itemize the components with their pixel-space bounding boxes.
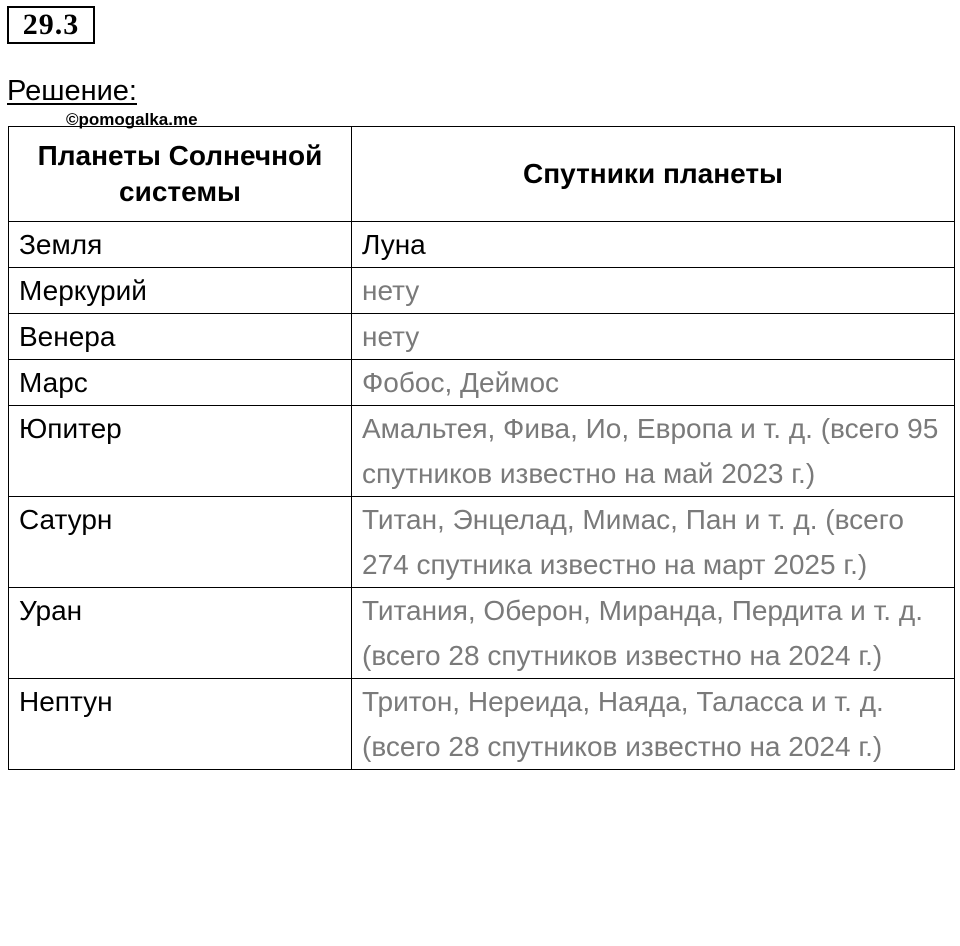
- table-row: [9, 314, 955, 360]
- planets-table: [8, 126, 955, 770]
- table-row: [9, 360, 955, 406]
- planet-name: Сатурн: [9, 497, 352, 588]
- solution-label: Решение:: [7, 75, 137, 107]
- table-row: [9, 222, 955, 268]
- planet-moons: Амальтея, Фива, Ио, Европа и т. д. (всего 95 спутников известно на май 2023 г.): [352, 406, 955, 497]
- planet-moons: нету: [352, 268, 955, 314]
- planet-moons: Титан, Энцелад, Мимас, Пан и т. д. (всего 274 спутника известно на март 2025 г.): [352, 497, 955, 588]
- planet-name: Уран: [9, 588, 352, 679]
- table-row: [9, 588, 955, 679]
- planet-name: Нептун: [9, 679, 352, 770]
- table-row: [9, 406, 955, 497]
- watermark: ©pomogalka.me: [66, 110, 198, 129]
- table-row: [9, 268, 955, 314]
- header-moons: Спутники планеты: [352, 127, 955, 222]
- planet-name: Меркурий: [9, 268, 352, 314]
- planet-moons: Фобос, Деймос: [352, 360, 955, 406]
- planet-moons: нету: [352, 314, 955, 360]
- planet-name: Венера: [9, 314, 352, 360]
- planet-moons: Титания, Оберон, Миранда, Пердита и т. д. (всего 28 спутников известно на 2024 г.): [352, 588, 955, 679]
- planet-name: Земля: [9, 222, 352, 268]
- task-number: 29.3: [7, 6, 95, 44]
- header-planets: Планеты Солнечной системы: [9, 127, 352, 222]
- planet-name: Марс: [9, 360, 352, 406]
- table-header-row: [9, 127, 955, 222]
- table-row: [9, 679, 955, 770]
- planet-name: Юпитер: [9, 406, 352, 497]
- planet-moons: Луна: [352, 222, 955, 268]
- table-row: [9, 497, 955, 588]
- planet-moons: Тритон, Нереида, Наяда, Таласса и т. д. (всего 28 спутников известно на 2024 г.): [352, 679, 955, 770]
